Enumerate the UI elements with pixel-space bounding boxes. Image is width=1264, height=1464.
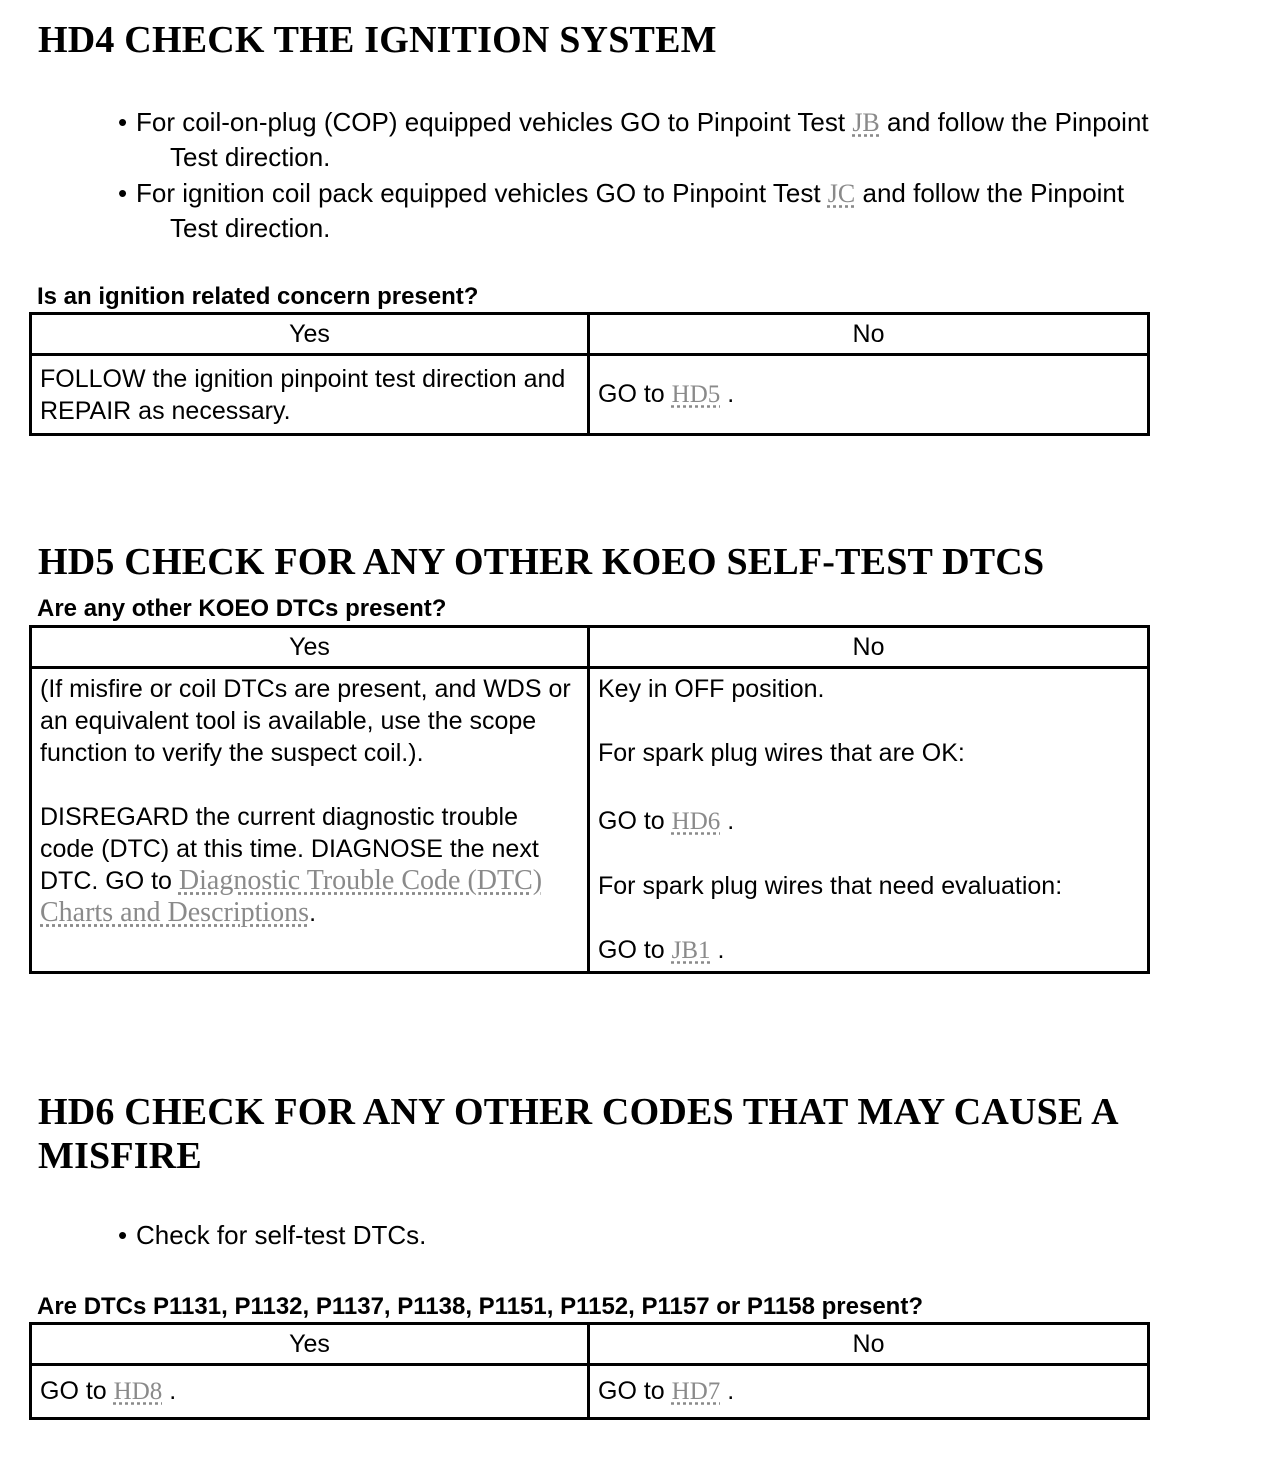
no-cell: GO to HD7 . bbox=[589, 1365, 1149, 1419]
link-hd6[interactable]: HD6 bbox=[671, 808, 721, 835]
link-hd7[interactable]: HD7 bbox=[671, 1378, 721, 1405]
hd4-title: HD4 CHECK THE IGNITION SYSTEM bbox=[38, 19, 717, 61]
list-item: • Check for self-test DTCs. bbox=[118, 1220, 427, 1250]
yes-header: Yes bbox=[31, 627, 589, 668]
bullet-icon: • bbox=[118, 1220, 128, 1250]
yes-cell: GO to HD8 . bbox=[31, 1365, 589, 1419]
hd6-question: Are DTCs P1131, P1132, P1137, P1138, P1151, P1152, P1157 or P1158 present? bbox=[37, 1293, 923, 1320]
hd6-title: HD6 CHECK FOR ANY OTHER CODES THAT MAY CAUSE A MISFIRE bbox=[38, 1091, 1119, 1177]
link-jc[interactable]: JC bbox=[827, 179, 856, 208]
no-header: No bbox=[589, 314, 1149, 355]
yes-header: Yes bbox=[31, 314, 589, 355]
list-item: • For ignition coil pack equipped vehicles GO to Pinpoint Test JC and follow the Pinpoint Test direction. bbox=[118, 178, 1125, 243]
hd5-decision-table bbox=[29, 625, 1150, 974]
link-dtc-charts[interactable]: Diagnostic Trouble Code (DTC) Charts and Descriptions bbox=[40, 865, 543, 928]
yes-cell: (If misfire or coil DTCs are present, and WDS or an equivalent tool is available, use the scope function to verify the suspect coil.). DISREGARD the current diagnostic trouble code (DTC) at this time. DIAGNOSE the next DTC. GO to Diagnostic Trouble Code (DTC) Charts and Descriptions. bbox=[31, 668, 589, 973]
link-hd5[interactable]: HD5 bbox=[671, 381, 721, 408]
no-header: No bbox=[589, 1324, 1149, 1365]
yes-cell: FOLLOW the ignition pinpoint test direction and REPAIR as necessary. bbox=[31, 355, 589, 435]
no-cell: GO to HD5 . bbox=[589, 355, 1149, 435]
hd4-bullet-list bbox=[118, 105, 1238, 247]
hd4-decision-table bbox=[29, 312, 1150, 436]
bullet-icon: • bbox=[118, 178, 128, 208]
hd6-bullet-list bbox=[118, 1218, 1118, 1254]
hd5-title: HD5 CHECK FOR ANY OTHER KOEO SELF-TEST DTCS bbox=[38, 541, 1045, 583]
no-header: No bbox=[589, 627, 1149, 668]
link-jb[interactable]: JB bbox=[852, 108, 880, 137]
hd5-question: Are any other KOEO DTCs present? bbox=[37, 595, 447, 622]
link-hd8[interactable]: HD8 bbox=[113, 1378, 163, 1405]
no-cell: Key in OFF position. For spark plug wires that are OK: GO to HD6 . For spark plug wires that need evaluation: GO to JB1 . bbox=[589, 668, 1149, 973]
yes-header: Yes bbox=[31, 1324, 589, 1365]
bullet-icon: • bbox=[118, 107, 128, 137]
link-jb1[interactable]: JB1 bbox=[671, 937, 711, 964]
hd4-question: Is an ignition related concern present? bbox=[37, 283, 479, 310]
list-item: • For coil-on-plug (COP) equipped vehicles GO to Pinpoint Test JB and follow the Pinpoint Test direction. bbox=[118, 107, 1149, 172]
hd6-decision-table bbox=[29, 1322, 1150, 1420]
